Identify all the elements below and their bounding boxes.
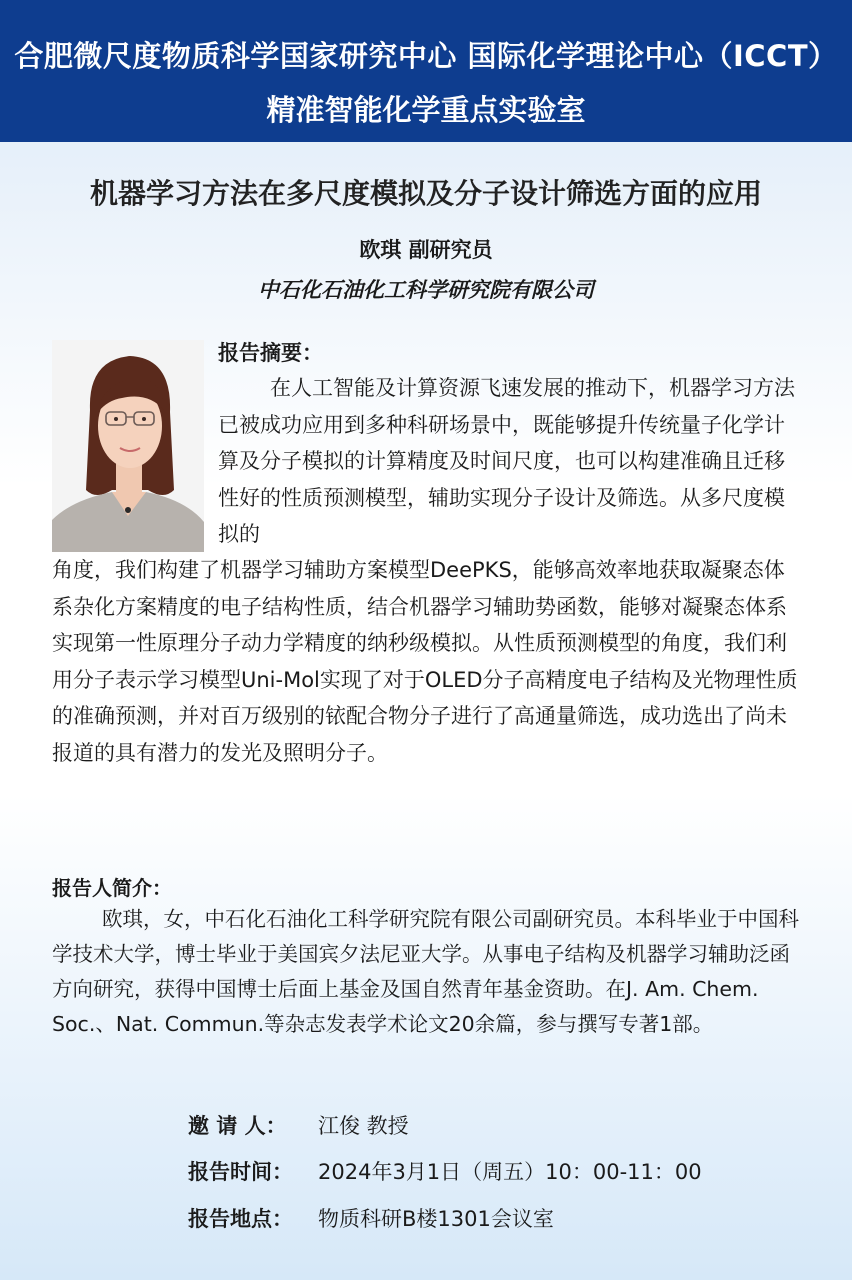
- host-row: [188, 1110, 409, 1140]
- abstract-part-1: 在人工智能及计算资源飞速发展的推动下，机器学习方法已被成功应用到多种科研场景中，既能够提升传统量子化学计算及分子模拟的计算精度及时间尺度，也可以构建准确且迁移性好的性质预测模型，辅助实现分子设计及筛选。从多尺度模拟的: [218, 376, 795, 547]
- header-line-1: 合肥微尺度物质科学国家研究中心 国际化学理论中心（ICCT）: [14, 39, 838, 73]
- speaker-name: 欧琪 副研究员: [359, 238, 493, 262]
- place-value: 物质科研B楼1301会议室: [318, 1207, 554, 1231]
- talk-title: 机器学习方法在多尺度模拟及分子设计筛选方面的应用: [89, 177, 762, 210]
- time-value: 2024年3月1日（周五）10：00-11：00: [318, 1160, 702, 1184]
- place-label: 报告地点：: [188, 1207, 293, 1231]
- bio-text-block: [52, 902, 804, 1042]
- abstract-heading: 报告摘要：: [218, 341, 323, 365]
- place-row: [188, 1203, 554, 1233]
- time-row: [188, 1156, 702, 1186]
- portrait-image: [52, 340, 204, 552]
- time-label: 报告时间：: [188, 1160, 293, 1184]
- speaker-photo: [52, 340, 204, 552]
- abstract-text-part-1: [218, 370, 802, 553]
- header-line-2: 精准智能化学重点实验室: [266, 93, 586, 127]
- host-label: 邀 请 人：: [188, 1114, 287, 1138]
- bio-heading: 报告人简介：: [52, 876, 172, 900]
- host-value: 江俊 教授: [318, 1114, 409, 1138]
- header-banner: [0, 0, 852, 142]
- speaker-affiliation: 中石化石油化工科学研究院有限公司: [258, 278, 594, 302]
- abstract-text-part-2: 角度，我们构建了机器学习辅助方案模型DeePKS，能够高效率地获取凝聚态体系杂化方案精度的电子结构性质，结合机器学习辅助势函数，能够对凝聚态体系实现第一性原理分子动力学精度的纳秒级模拟。从性质预测模型的角度，我们利用分子表示学习模型Uni-Mol实现了对于OLED分子高精度电子结构及光物理性质的准确预测，并对百万级别的铱配合物分子进行了高通量筛选，成功选出了尚未报道的具有潜力的发光及照明分子。: [52, 558, 798, 765]
- bio-text: 欧琪，女，中石化石油化工科学研究院有限公司副研究员。本科毕业于中国科学技术大学，博士毕业于美国宾夕法尼亚大学。从事电子结构及机器学习辅助泛函方向研究，获得中国博士后面上基金及国自然青年基金资助。在J. Am. Chem. Soc.、Nat. Commun.等杂志发表学术论文20余篇，参与撰写专著1部。: [52, 907, 799, 1036]
